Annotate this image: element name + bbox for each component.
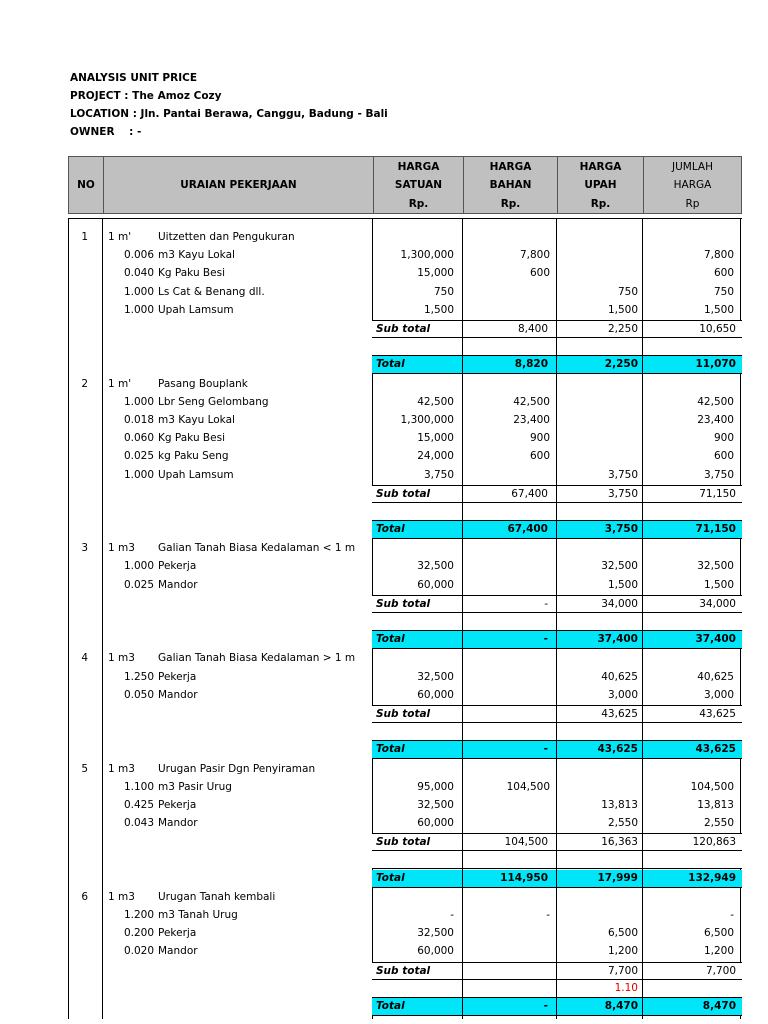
total-row <box>372 356 742 374</box>
unit-price: 60,000 <box>417 578 454 591</box>
item-description: Mandor <box>158 817 198 829</box>
col-divider <box>642 338 643 355</box>
subtotal-row <box>372 833 742 851</box>
subtotal-total: 43,625 <box>699 707 736 720</box>
coefficient: 1.000 <box>123 285 154 298</box>
col-bahan-line1: HARGA <box>489 161 532 173</box>
coefficient: 1.200 <box>123 909 154 921</box>
unit-price: 1,300,000 <box>400 249 454 262</box>
project-line: PROJECT : The Amoz Cozy <box>70 90 222 102</box>
item-title: Galian Tanah Biasa Kedalaman > 1 m <box>158 652 356 665</box>
col-satuan-line2: SATUAN <box>394 179 443 191</box>
coefficient: 0.025 <box>123 578 154 591</box>
coefficient: 1.250 <box>123 670 154 683</box>
item-title: Pasang Bouplank <box>158 377 248 390</box>
item-description: Mandor <box>158 945 198 958</box>
item-title: Uitzetten dan Pengukuran <box>158 231 295 243</box>
material-price: 900 <box>529 432 550 445</box>
total-row <box>372 998 742 1016</box>
col-upah-line3: Rp. <box>590 198 611 210</box>
total-price: 32,500 <box>697 560 734 573</box>
item-description: Pekerja <box>158 670 197 683</box>
unit-price: 750 <box>433 285 454 298</box>
material-price: 7,800 <box>519 249 550 262</box>
col-divider <box>462 503 463 520</box>
item-description: Upah Lamsum <box>158 468 234 481</box>
labor-price: 13,813 <box>601 798 638 811</box>
labor-price: 1,200 <box>607 945 638 958</box>
subtotal-material: 104,500 <box>504 836 548 849</box>
item-description: kg Paku Seng <box>158 450 229 463</box>
material-price: 42,500 <box>513 395 550 408</box>
table-row <box>68 412 742 430</box>
section-title-row <box>68 650 742 668</box>
subtotal-label: Sub total <box>376 707 431 720</box>
unit-price: - <box>450 909 454 921</box>
unit-price: 15,000 <box>417 267 454 280</box>
material-price: 104,500 <box>506 780 550 793</box>
col-upah-line2: UPAH <box>584 179 617 191</box>
total-labor: 2,250 <box>604 358 638 371</box>
item-unit: 1 m' <box>108 377 132 390</box>
labor-price: 3,750 <box>607 468 638 481</box>
factor-row <box>372 851 742 869</box>
table-row <box>68 815 742 833</box>
unit-price: 32,500 <box>417 670 454 683</box>
unit-price: 60,000 <box>417 945 454 958</box>
col-satuan-line1: HARGA <box>397 161 440 173</box>
labor-price: 1,500 <box>607 303 638 316</box>
coefficient: 1.000 <box>123 395 154 408</box>
item-unit: 1 m3 <box>108 652 135 665</box>
col-bahan-line3: Rp. <box>500 198 521 210</box>
col-divider <box>462 723 463 740</box>
col-divider <box>642 980 643 997</box>
table-row <box>68 943 742 961</box>
col-divider <box>642 723 643 740</box>
subtotal-total: 71,150 <box>699 487 736 500</box>
total-price: - <box>730 909 734 921</box>
total-material: - <box>543 743 548 756</box>
table-row <box>68 284 742 302</box>
unit-price: 42,500 <box>417 395 454 408</box>
table-row <box>68 577 742 595</box>
material-price: 23,400 <box>513 413 550 426</box>
col-divider <box>462 963 463 979</box>
labor-price: 1,500 <box>607 578 638 591</box>
table-row <box>68 558 742 576</box>
subtotal-label: Sub total <box>376 597 431 610</box>
section-title-row <box>68 376 742 394</box>
subtotal-material: 8,400 <box>517 323 548 335</box>
total-price: 600 <box>713 267 734 280</box>
coefficient: 0.200 <box>123 927 154 940</box>
subtotal-row <box>372 485 742 503</box>
labor-price: 3,000 <box>607 688 638 701</box>
subtotal-label: Sub total <box>376 487 431 500</box>
subtotal-material: 67,400 <box>511 487 548 500</box>
total-label: Total <box>376 523 405 536</box>
col-divider <box>642 503 643 520</box>
col-satuan-line3: Rp. <box>408 198 429 210</box>
coefficient: 0.050 <box>123 688 154 701</box>
subtotal-total: 7,700 <box>705 964 736 977</box>
total-price: 600 <box>713 450 734 463</box>
unit-price: 60,000 <box>417 817 454 829</box>
col-uraian-header <box>103 157 373 213</box>
total-row <box>372 870 742 888</box>
coefficient: 0.020 <box>123 945 154 958</box>
total-labor: 43,625 <box>597 743 638 756</box>
item-number: 4 <box>81 652 88 665</box>
document-header <box>70 69 388 141</box>
subtotal-label: Sub total <box>376 323 431 335</box>
subtotal-total: 34,000 <box>699 597 736 610</box>
item-title: Urugan Tanah kembali <box>158 890 276 903</box>
unit-price: 95,000 <box>417 780 454 793</box>
col-divider <box>556 613 557 630</box>
total-price: 42,500 <box>697 395 734 408</box>
subtotal-labor: 43,625 <box>601 707 638 720</box>
item-description: Mandor <box>158 578 198 591</box>
col-jumlah-header <box>643 157 741 213</box>
col-jumlah-line2: HARGA <box>673 179 712 191</box>
coefficient: 1.000 <box>123 560 154 573</box>
total-material: - <box>543 1000 548 1012</box>
subtotal-labor: 16,363 <box>601 836 638 849</box>
total-row <box>372 741 742 759</box>
total-label: Total <box>376 743 405 756</box>
item-unit: 1 m3 <box>108 890 135 903</box>
col-divider <box>556 723 557 740</box>
total-price: 3,750 <box>703 468 734 481</box>
total-price: 104,500 <box>690 780 734 793</box>
col-divider <box>556 338 557 355</box>
total-total: 11,070 <box>695 358 736 371</box>
total-total: 132,949 <box>688 871 736 884</box>
subtotal-labor: 2,250 <box>607 323 638 335</box>
total-total: 71,150 <box>695 523 736 536</box>
coefficient: 0.006 <box>123 249 154 262</box>
subtotal-label: Sub total <box>376 964 431 977</box>
total-labor: 8,470 <box>604 1000 638 1012</box>
coefficient: 0.018 <box>123 413 154 426</box>
col-upah-line1: HARGA <box>579 161 622 173</box>
item-description: m3 Kayu Lokal <box>158 249 235 262</box>
table-row <box>68 448 742 466</box>
coefficient: 0.060 <box>123 432 154 445</box>
labor-price: 6,500 <box>607 927 638 940</box>
unit-price: 24,000 <box>417 450 454 463</box>
item-description: m3 Tanah Urug <box>158 909 238 921</box>
section-title-row <box>68 229 742 247</box>
item-description: Lbr Seng Gelombang <box>158 395 269 408</box>
item-description: Mandor <box>158 688 198 701</box>
item-number: 6 <box>81 890 88 903</box>
item-unit: 1 m3 <box>108 762 135 775</box>
col-no-label: NO <box>77 179 95 191</box>
col-upah-header <box>557 157 643 213</box>
owner-line: OWNER : - <box>70 126 142 138</box>
coefficient: 0.425 <box>123 798 154 811</box>
total-material: - <box>543 633 548 646</box>
col-divider <box>462 980 463 997</box>
factor-row <box>372 723 742 741</box>
col-uraian-label: URAIAN PEKERJAAN <box>180 179 297 191</box>
col-divider <box>556 503 557 520</box>
item-description: Kg Paku Besi <box>158 267 225 280</box>
col-divider <box>462 338 463 355</box>
coefficient: 0.025 <box>123 450 154 463</box>
total-price: 2,550 <box>703 817 734 829</box>
total-price: 1,500 <box>703 578 734 591</box>
subtotal-total: 120,863 <box>692 836 736 849</box>
subtotal-labor: 7,700 <box>607 964 638 977</box>
factor-row <box>372 503 742 521</box>
total-material: 67,400 <box>507 523 548 536</box>
subtotal-material: - <box>544 597 548 610</box>
table-header <box>68 156 742 214</box>
subtotal-row <box>372 320 742 338</box>
total-labor: 37,400 <box>597 633 638 646</box>
unit-price: 32,500 <box>417 927 454 940</box>
subtotal-labor: 3,750 <box>607 487 638 500</box>
section-title-row <box>68 761 742 779</box>
col-bahan-line2: BAHAN <box>489 179 532 191</box>
item-description: Kg Paku Besi <box>158 432 225 445</box>
total-labor: 17,999 <box>597 871 638 884</box>
item-description: m3 Pasir Urug <box>158 780 232 793</box>
item-description: Ls Cat & Benang dll. <box>158 285 265 298</box>
table-row <box>68 247 742 265</box>
total-price: 750 <box>713 285 734 298</box>
col-jumlah-line1: JUMLAH <box>671 161 713 173</box>
material-price: 600 <box>529 267 550 280</box>
labor-price: 2,550 <box>607 817 638 829</box>
total-material: 114,950 <box>500 871 548 884</box>
unit-price: 3,750 <box>423 468 454 481</box>
item-description: Pekerja <box>158 798 197 811</box>
total-price: 1,500 <box>703 303 734 316</box>
total-price: 6,500 <box>703 927 734 940</box>
subtotal-row <box>372 705 742 723</box>
total-labor: 3,750 <box>604 523 638 536</box>
material-price: - <box>546 909 550 921</box>
subtotal-row <box>372 595 742 613</box>
factor-row <box>372 338 742 356</box>
subtotal-labor: 34,000 <box>601 597 638 610</box>
item-description: Pekerja <box>158 927 197 940</box>
col-divider <box>642 851 643 868</box>
total-total: 8,470 <box>702 1000 736 1012</box>
location-line: LOCATION : Jln. Pantai Berawa, Canggu, Badung - Bali <box>70 108 388 120</box>
unit-price: 32,500 <box>417 798 454 811</box>
total-total: 37,400 <box>695 633 736 646</box>
table-body <box>68 218 742 1019</box>
table-row <box>68 430 742 448</box>
price-analysis-table <box>68 156 742 1019</box>
coefficient: 1.100 <box>123 780 154 793</box>
unit-price: 1,300,000 <box>400 413 454 426</box>
col-satuan-header <box>373 157 463 213</box>
coefficient: 0.040 <box>123 267 154 280</box>
total-price: 900 <box>713 432 734 445</box>
item-number: 3 <box>81 542 88 555</box>
table-row <box>68 467 742 485</box>
unit-price: 60,000 <box>417 688 454 701</box>
table-row <box>68 302 742 320</box>
item-unit: 1 m' <box>108 231 132 243</box>
item-description: m3 Kayu Lokal <box>158 413 235 426</box>
table-row <box>68 925 742 943</box>
item-description: Upah Lamsum <box>158 303 234 316</box>
total-material: 8,820 <box>514 358 548 371</box>
col-bahan-header <box>463 157 557 213</box>
material-price: 600 <box>529 450 550 463</box>
table-row <box>68 797 742 815</box>
unit-price: 32,500 <box>417 560 454 573</box>
coefficient: 1.000 <box>123 303 154 316</box>
total-label: Total <box>376 1000 405 1012</box>
col-divider <box>462 851 463 868</box>
subtotal-total: 10,650 <box>699 323 736 335</box>
table-row <box>68 779 742 797</box>
total-label: Total <box>376 633 405 646</box>
table-row <box>68 669 742 687</box>
col-divider <box>462 613 463 630</box>
total-total: 43,625 <box>695 743 736 756</box>
item-description: Pekerja <box>158 560 197 573</box>
section-title-row <box>68 540 742 558</box>
doc-title: ANALYSIS UNIT PRICE <box>70 72 197 84</box>
item-number: 1 <box>81 231 88 243</box>
item-title: Urugan Pasir Dgn Penyiraman <box>158 762 316 775</box>
total-label: Total <box>376 871 405 884</box>
coefficient: 0.043 <box>123 817 154 829</box>
total-price: 3,000 <box>703 688 734 701</box>
col-no-header <box>69 157 103 213</box>
item-number: 5 <box>81 762 88 775</box>
col-divider <box>462 706 463 722</box>
table-row <box>68 394 742 412</box>
unit-price: 1,500 <box>423 303 454 316</box>
total-row <box>372 521 742 539</box>
section-title-row <box>68 889 742 907</box>
labor-price: 32,500 <box>601 560 638 573</box>
total-price: 40,625 <box>697 670 734 683</box>
overhead-factor: 1.10 <box>614 981 638 994</box>
labor-price: 750 <box>617 285 638 298</box>
factor-row <box>372 980 742 998</box>
col-divider <box>556 851 557 868</box>
item-title: Galian Tanah Biasa Kedalaman < 1 m <box>158 542 356 555</box>
coefficient: 1.000 <box>123 468 154 481</box>
col-jumlah-line3: Rp <box>685 198 700 210</box>
col-divider <box>642 613 643 630</box>
total-price: 13,813 <box>697 798 734 811</box>
subtotal-label: Sub total <box>376 836 431 849</box>
subtotal-row <box>372 962 742 980</box>
item-unit: 1 m3 <box>108 542 135 555</box>
table-row <box>68 907 742 925</box>
table-row <box>68 265 742 283</box>
total-row <box>372 631 742 649</box>
total-price: 1,200 <box>703 945 734 958</box>
total-price: 23,400 <box>697 413 734 426</box>
total-price: 7,800 <box>703 249 734 262</box>
unit-price: 15,000 <box>417 432 454 445</box>
labor-price: 40,625 <box>601 670 638 683</box>
total-label: Total <box>376 358 405 371</box>
item-number: 2 <box>81 377 88 390</box>
table-row <box>68 687 742 705</box>
factor-row <box>372 613 742 631</box>
